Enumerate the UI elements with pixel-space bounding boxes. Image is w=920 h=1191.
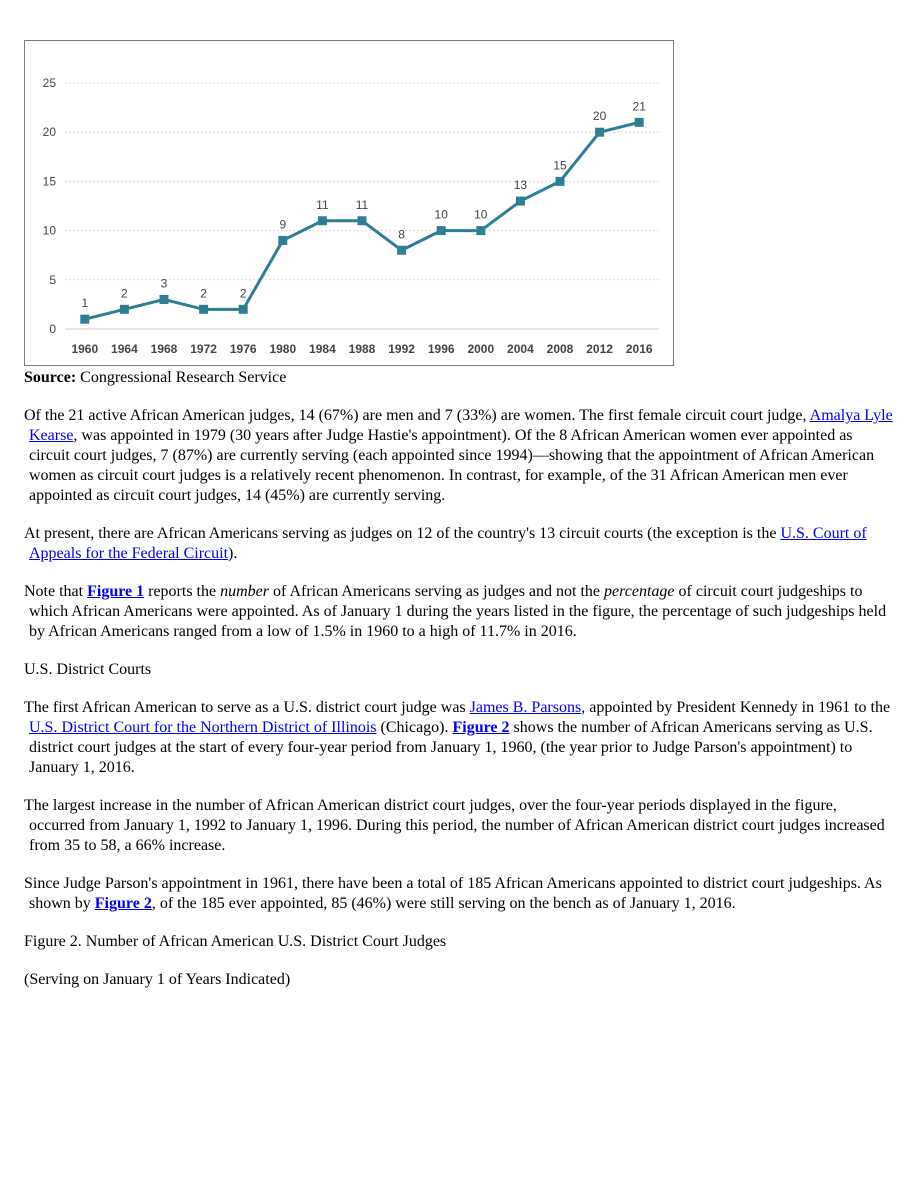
data-point [358, 216, 367, 225]
data-label: 2 [200, 286, 207, 301]
y-tick-label: 25 [42, 76, 56, 90]
text: , appointed by President Kennedy in 1961 to the [581, 699, 891, 716]
paragraph-3 [24, 582, 894, 642]
x-tick-label: 1976 [229, 342, 257, 356]
paragraph-4 [24, 698, 894, 778]
text: At present, there are African Americans serving as judges on 12 of the country's 13 circuit courts (the exception is the [24, 525, 781, 542]
y-tick-label: 15 [42, 174, 56, 189]
data-label: 20 [592, 109, 607, 124]
data-label: 3 [160, 276, 168, 291]
data-label: 15 [553, 158, 567, 173]
text: , was appointed in 1979 (30 years after Judge Hastie's appointment). Of the 8 African American women ever appointed as circuit court judges, 7 (87%) are currently serving (each appointed since 1994)—showing that the appointment of African American women as circuit court judges is a relatively recent phenomenon. In contrast, for example, of the 31 African American men ever appointed as circuit court judges, 14 (45%) are currently serving. [29, 427, 875, 504]
emphasis-number: number [220, 583, 269, 600]
text: shows the number of African Americans serving as U.S. district court judges at the start of every four-year period from January 1, 1960, (the year prior to Judge Parson's appointment) to January 1, 2016. [29, 719, 873, 776]
source-label: Source: [24, 369, 77, 386]
data-point [516, 197, 525, 206]
figure-1-chart [24, 40, 674, 366]
x-tick-label: 1972 [190, 342, 217, 356]
text: of circuit court judgeships to which African Americans were appointed. As of January 1 during the years listed in the figure, the percentage of such judgeships held by African Americans ranged from a low of 1.5% in 1960 to a high of 11.7% in 2016. [29, 583, 887, 640]
data-point [635, 118, 644, 127]
link-northern-district-illinois[interactable]: U.S. District Court for the Northern District of Illinois [29, 719, 377, 736]
data-point [160, 295, 169, 304]
text: Of the 21 active African American judges, 14 (67%) are men and 7 (33%) are women. The first female circuit court judge, [24, 407, 810, 424]
x-tick-label: 2000 [467, 342, 495, 356]
link-figure-2[interactable]: Figure 2 [94, 895, 152, 912]
data-label: 10 [434, 207, 448, 222]
x-tick-label: 2016 [625, 342, 653, 356]
x-tick-label: 1984 [309, 342, 336, 356]
figure-source [24, 368, 894, 388]
x-tick-label: 2004 [507, 342, 534, 356]
emphasis-percentage: percentage [604, 583, 675, 600]
figure-2-subtitle: (Serving on January 1 of Years Indicated) [24, 971, 291, 988]
paragraph-5: The largest increase in the number of African American district court judges, over the four-year periods displayed in the figure, occurred from January 1, 1992 to January 1, 1996. During this period, the number of African American district court judges increased from 35 to 58, a 66% increase. [24, 797, 885, 854]
text: Since Judge Parson's appointment in 1961, there have been a total of 185 African Americans appointed to district court judgeships. As shown by [24, 875, 882, 912]
article-body [24, 368, 894, 1008]
data-point [397, 246, 406, 255]
y-tick-label: 20 [42, 125, 56, 140]
x-tick-label: 2012 [586, 342, 613, 356]
data-label: 8 [398, 227, 405, 242]
data-point [437, 226, 446, 235]
paragraph-6 [24, 874, 894, 914]
link-james-b-parsons[interactable]: James B. Parsons [469, 699, 582, 716]
text: reports the [144, 583, 221, 600]
paragraph-2 [24, 524, 894, 564]
text: The first African American to serve as a U.S. district court judge was [24, 699, 470, 716]
line-chart [25, 41, 673, 365]
data-label: 1 [81, 296, 89, 311]
data-label: 13 [513, 178, 528, 193]
link-figure-2[interactable]: Figure 2 [452, 719, 510, 736]
data-label: 21 [632, 99, 646, 114]
data-point [556, 177, 565, 186]
x-tick-label: 2008 [546, 342, 574, 356]
data-point [239, 305, 248, 314]
x-tick-label: 1992 [388, 342, 415, 356]
data-point [80, 315, 89, 324]
link-federal-circuit[interactable]: U.S. Court of Appeals for the Federal Circuit [29, 525, 867, 562]
data-point [595, 128, 604, 137]
text: (Chicago). [376, 719, 453, 736]
figure-2-title: Figure 2. Number of African American U.S. District Court Judges [24, 933, 447, 950]
text: , of the 185 ever appointed, 85 (46%) were still serving on the bench as of January 1, 2016. [151, 895, 736, 912]
x-tick-label: 1960 [71, 342, 99, 356]
data-label: 2 [121, 286, 128, 301]
y-tick-label: 5 [49, 272, 56, 287]
text: ). [228, 545, 238, 562]
data-point [278, 236, 287, 245]
paragraph-1 [24, 406, 894, 506]
x-tick-label: 1964 [111, 342, 138, 356]
data-label: 9 [279, 217, 287, 232]
x-tick-label: 1968 [150, 342, 178, 356]
data-point [120, 305, 129, 314]
data-label: 11 [316, 197, 329, 212]
data-label: 2 [239, 286, 247, 301]
data-point [476, 226, 485, 235]
text: Note that [24, 583, 88, 600]
data-label: 10 [474, 207, 488, 222]
data-point [199, 305, 208, 314]
data-label: 11 [355, 197, 369, 212]
link-figure-1[interactable]: Figure 1 [87, 583, 145, 600]
link-amalya-lyle-kearse[interactable]: Amalya Lyle Kearse [29, 407, 893, 444]
y-tick-label: 10 [42, 223, 56, 238]
y-tick-label: 0 [49, 322, 56, 336]
x-tick-label: 1996 [427, 342, 455, 356]
section-heading: U.S. District Courts [24, 661, 152, 678]
x-tick-label: 1980 [269, 342, 297, 356]
text: of African Americans serving as judges and not the [269, 583, 605, 600]
data-point [318, 216, 327, 225]
source-text: Congressional Research Service [76, 369, 287, 386]
x-tick-label: 1988 [348, 342, 376, 356]
